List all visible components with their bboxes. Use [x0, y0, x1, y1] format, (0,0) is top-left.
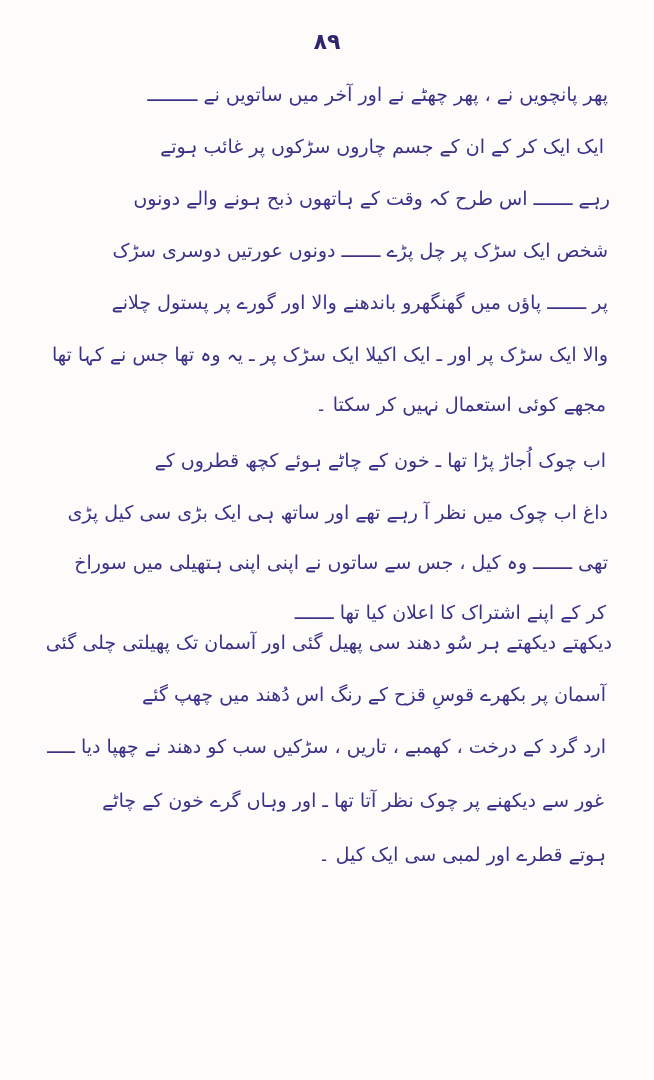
page-number: ۸۹	[313, 30, 341, 55]
text-line: اب چوک اُجاڑ پڑا تھا ـ خون کے چاٹے ہوئے کچھ قطروں کے	[154, 450, 606, 472]
text-line: پھر پانچویں نے ، پھر چھٹے نے اور آخر میں ساتویں نے ـــــــــ	[147, 84, 608, 106]
text-line: دیکھتے دیکھتے ہر سُو دھند سی پھیل گئی اور آسمان تک پھیلتی چلی گئی	[45, 632, 612, 654]
text-line: ارد گرد کے درخت ، کھمبے ، تاریں ، سڑکیں سب کو دھند نے چھپا دیا ـــــ	[47, 736, 606, 758]
text-line: آسمان پر بکھرے قوسِ قزح کے رنگ اس دُھند میں چھپ گئے	[142, 684, 606, 706]
text-line: شخص ایک سڑک پر چل پڑے ـــــــ دونوں عورتیں دوسری سڑک	[112, 240, 608, 262]
text-line: تھی ـــــــ وہ کیل ، جس سے ساتوں نے اپنی اپنی ہتھیلی میں سوراخ	[74, 552, 608, 574]
text-line: والا ایک سڑک پر اور ـ ایک اکیلا ایک سڑک پر ـ یہ وہ تھا جس نے کہا تھا	[52, 344, 608, 366]
text-line: پر ـــــــ پاؤں میں گھنگھرو باندھنے والا اور گورے پر پستول چلانے	[111, 292, 608, 314]
text-line: رہے ـــــــ اس طرح کہ وقت کے ہاتھوں ذبح ہونے والے دونوں	[133, 188, 610, 210]
text-line: مجھے کوئی استعمال نہیں کر سکتا ۔	[315, 394, 606, 416]
text-line: داغ اب چوک میں نظر آ رہے تھے اور ساتھ ہی ایک بڑی سی کیل پڑی	[67, 502, 608, 524]
text-line: ہوتے قطرے اور لمبی سی ایک کیل ۔	[318, 844, 606, 866]
text-line: کر کے اپنے اشتراک کا اعلان کیا تھا ـــــــ	[294, 602, 606, 624]
text-line: غور سے دیکھنے پر چوک نظر آتا تھا ـ اور وہاں گرے خون کے چاٹے	[102, 790, 604, 812]
text-line: ایک ایک کر کے ان کے جسم چاروں سڑکوں پر غائب ہوتے	[160, 136, 604, 158]
